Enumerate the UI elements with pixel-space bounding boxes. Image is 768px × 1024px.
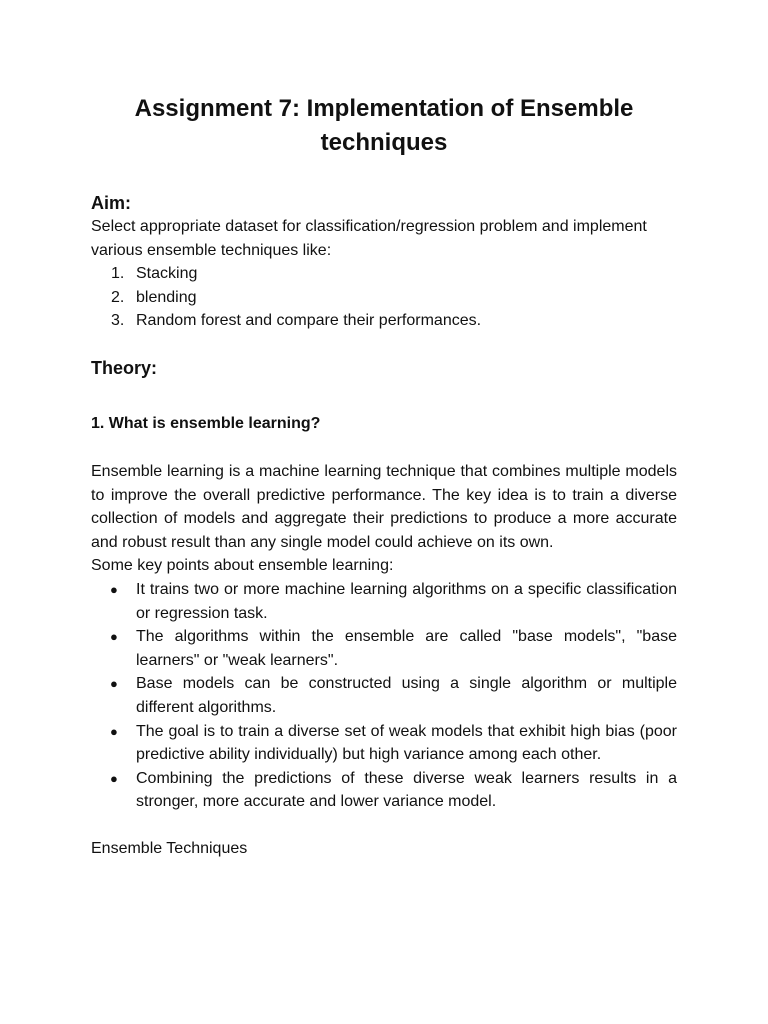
list-item	[91, 625, 677, 672]
list-item-text: Random forest and compare their performances.	[136, 312, 482, 330]
list-item-text: The algorithms within the ensemble are called "base models", "base learners" or "weak learners".	[136, 628, 677, 669]
key-points-list	[91, 578, 677, 814]
list-item	[91, 578, 677, 625]
list-number: 3.	[111, 312, 125, 330]
list-item-text: It trains two or more machine learning algorithms on a specific classification or regression task.	[136, 580, 677, 622]
aim-heading: Aim:	[91, 193, 131, 213]
ensemble-techniques-label: Ensemble Techniques	[91, 839, 248, 857]
list-item	[91, 767, 677, 814]
bullet-icon: ●	[110, 723, 118, 739]
list-item	[91, 672, 677, 719]
list-item	[91, 720, 677, 767]
ensemble-paragraph: Ensemble learning is a machine learning technique that combines multiple models to improve the overall predictive performance. The key idea is to train a diverse collection of models and aggregate their predictions to produce a more accurate and robust result than any single model could achieve on its own.	[91, 462, 677, 551]
list-item-text: The goal is to train a diverse set of weak models that exhibit high bias (poor predictive ability individually) but high variance among each other.	[136, 722, 677, 764]
aim-intro: Select appropriate dataset for classification/regression problem and implement various ensemble techniques like:	[91, 218, 647, 259]
bullet-icon: ●	[110, 581, 118, 597]
aim-list	[91, 262, 677, 333]
theory-body	[91, 460, 677, 814]
list-number: 2.	[111, 288, 125, 306]
aim-list-item	[91, 309, 677, 333]
list-item-text: blending	[136, 288, 197, 306]
key-points-intro: Some key points about ensemble learning:	[91, 557, 394, 575]
aim-list-item	[91, 262, 677, 286]
list-number: 1.	[111, 265, 125, 283]
theory-heading: Theory:	[91, 357, 158, 378]
list-item-text: Stacking	[136, 265, 198, 283]
list-item-text: Base models can be constructed using a single algorithm or multiple different algorithms.	[136, 675, 677, 716]
bullet-icon: ●	[110, 770, 118, 786]
aim-list-item	[91, 286, 677, 310]
bullet-icon: ●	[110, 676, 118, 692]
document-title: Assignment 7: Implementation of Ensemble techniques	[134, 95, 634, 156]
bullet-icon: ●	[110, 629, 118, 645]
question-heading: 1. What is ensemble learning?	[91, 414, 321, 432]
list-item-text: Combining the predictions of these diverse weak learners results in a stronger, more accurate and lower variance model.	[136, 769, 677, 811]
